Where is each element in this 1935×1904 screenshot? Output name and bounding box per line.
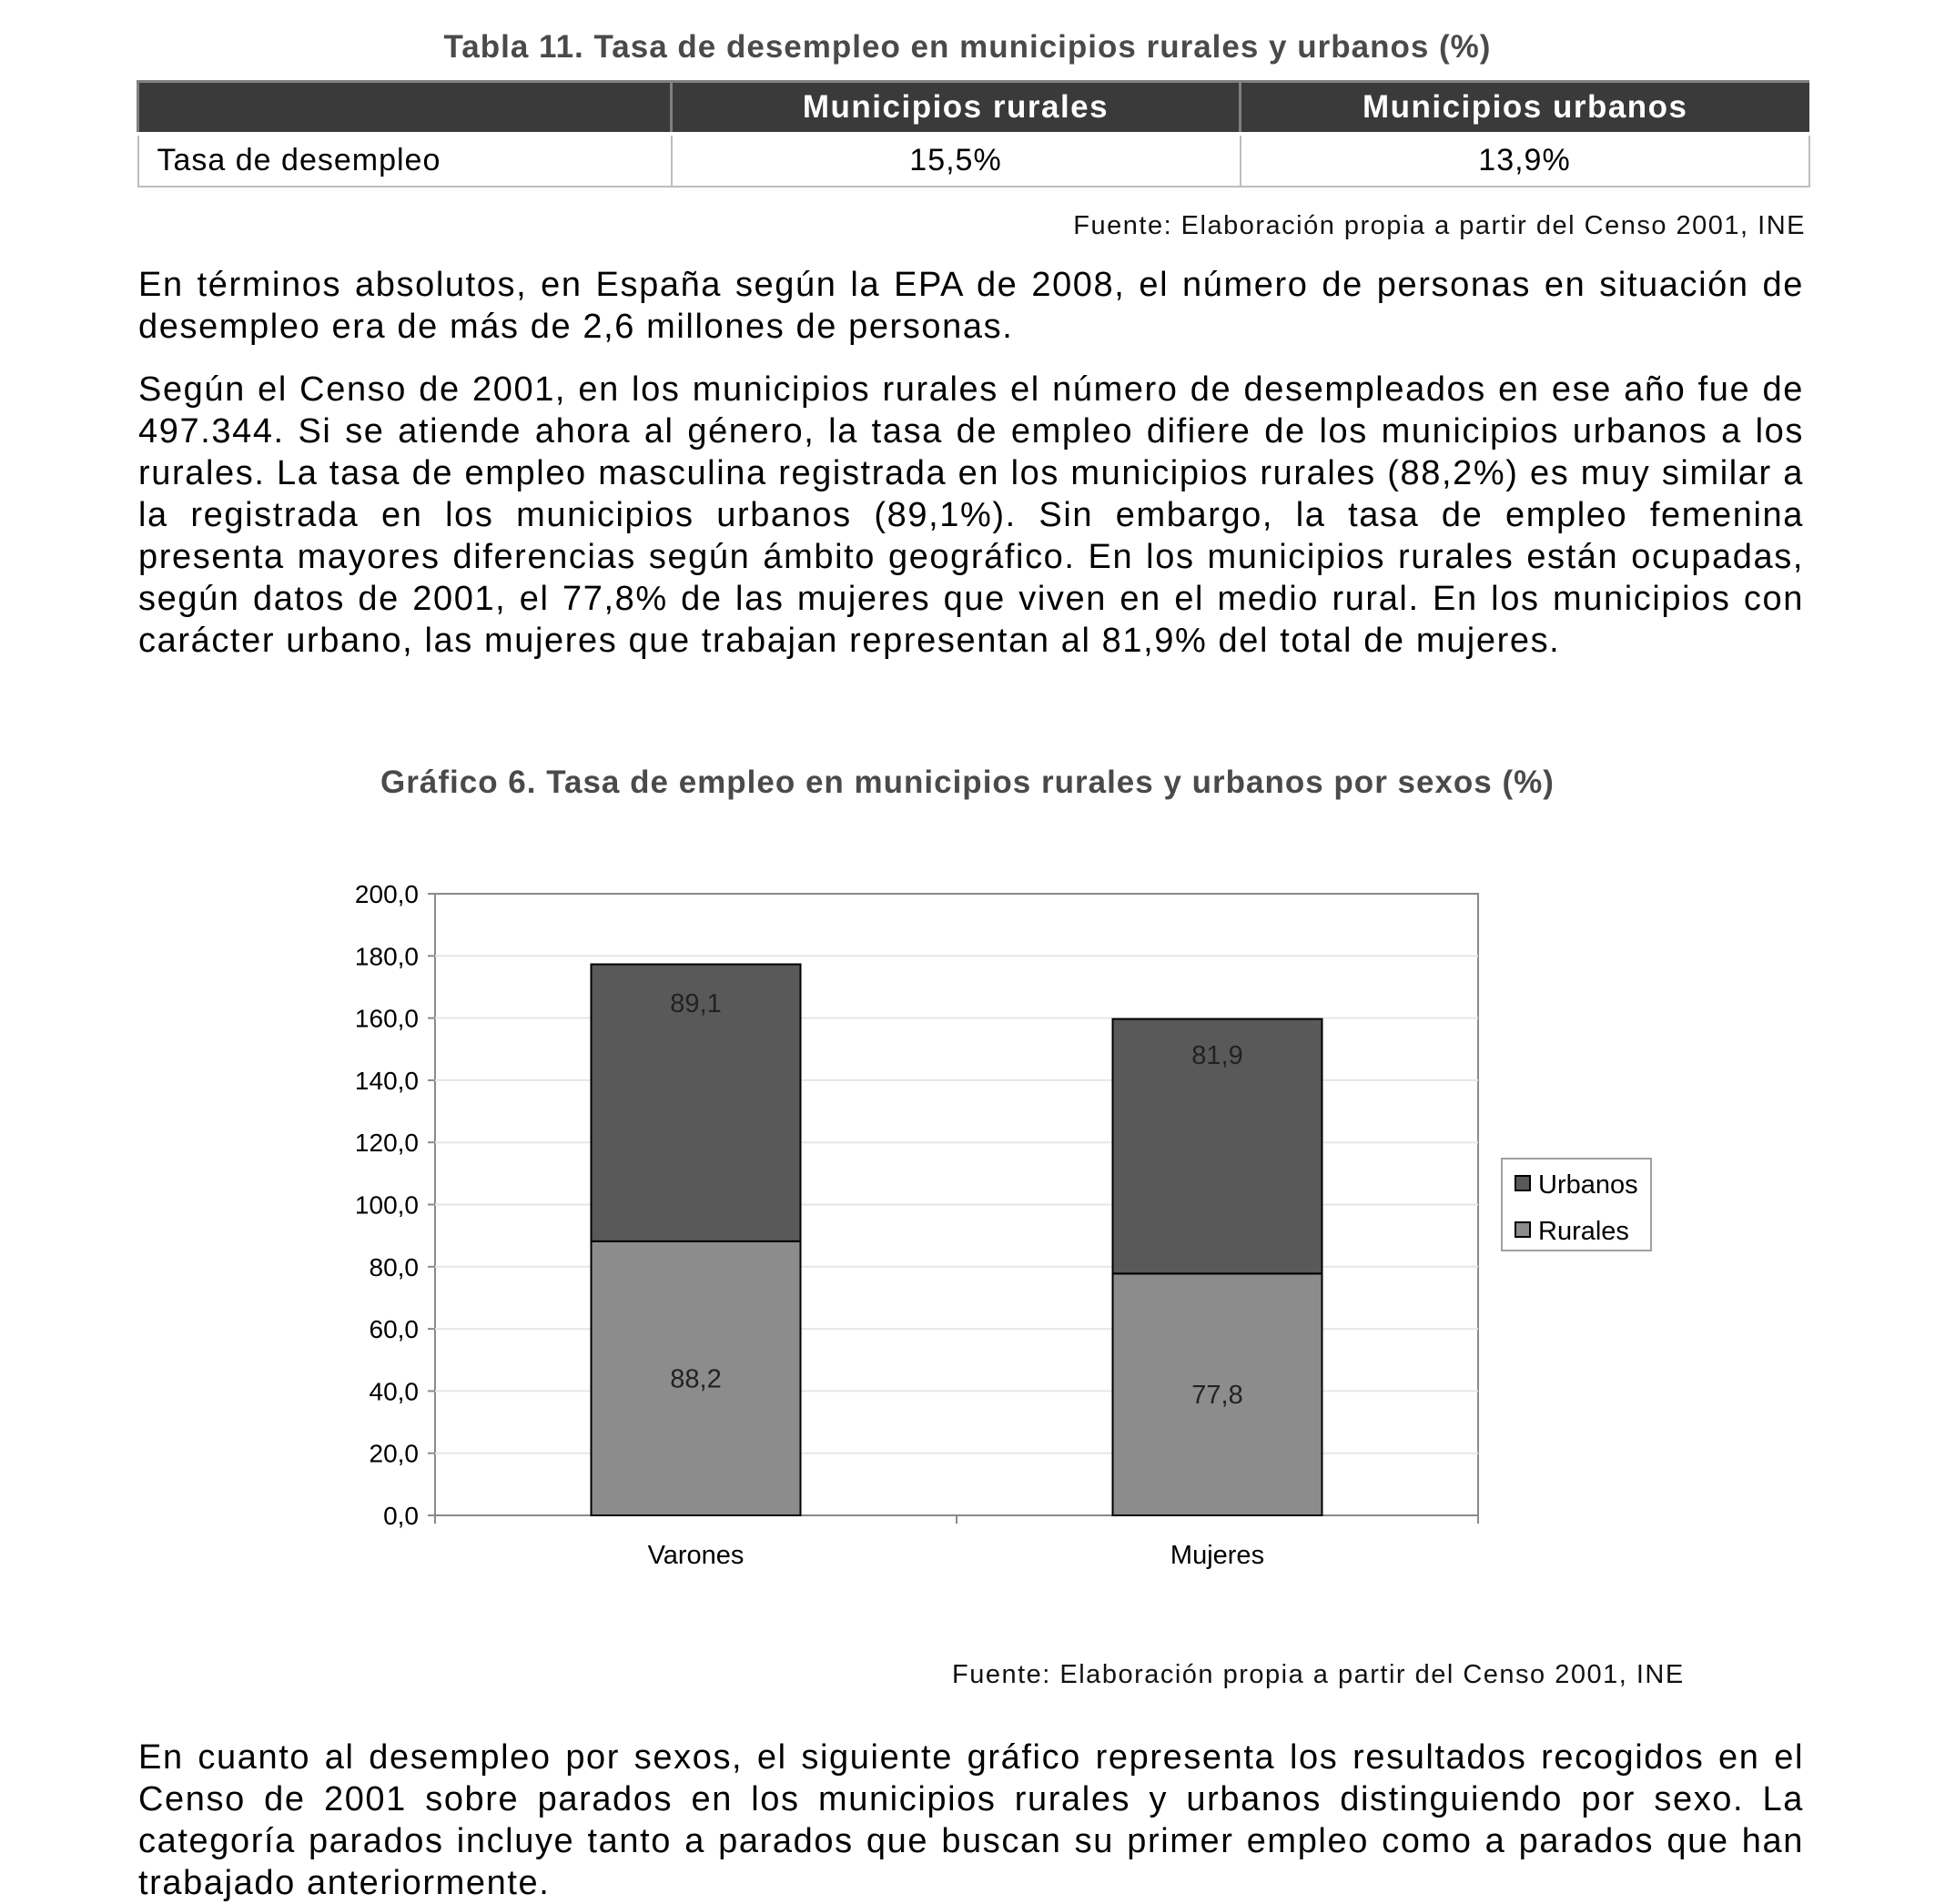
y-tick-label: 20,0 <box>369 1439 419 1468</box>
y-axis <box>355 880 435 1530</box>
y-tick-label: 0,0 <box>383 1502 419 1530</box>
y-tick-label: 200,0 <box>354 880 419 908</box>
table-cell-urban: 13,9% <box>1241 134 1809 187</box>
legend-label-rurales: Rurales <box>1538 1217 1629 1246</box>
y-tick-label: 160,0 <box>354 1004 419 1033</box>
legend-swatch-urbanos <box>1515 1176 1530 1190</box>
table-header-urban: Municipios urbanos <box>1241 82 1809 135</box>
chart-source: Fuente: Elaboración propia a partir del Censo 2001, INE <box>952 1660 1685 1689</box>
y-tick-label: 60,0 <box>369 1315 419 1344</box>
paragraph-1: En términos absolutos, en España según la EPA de 2008, el número de personas en situación de desempleo era de más de 2,6 millones de personas. <box>138 266 1804 346</box>
y-tick-label: 140,0 <box>354 1066 419 1095</box>
table-header-rural: Municipios rurales <box>672 82 1241 135</box>
data-label: 88,2 <box>670 1364 722 1394</box>
y-tick-label: 100,0 <box>354 1190 419 1220</box>
y-tick-label: 120,0 <box>354 1129 419 1158</box>
legend <box>1502 1159 1651 1251</box>
y-tick-label: 180,0 <box>354 942 419 971</box>
y-tick-label: 40,0 <box>369 1377 419 1406</box>
data-label: 81,9 <box>1191 1040 1243 1070</box>
x-category-label: Varones <box>647 1541 745 1570</box>
data-label: 89,1 <box>670 989 722 1019</box>
chart-caption: Gráfico 6. Tasa de empleo en municipios rurales y urbanos por sexos (%) <box>380 765 1555 800</box>
table-source: Fuente: Elaboración propia a partir del Censo 2001, INE <box>1073 211 1806 240</box>
x-category-label: Mujeres <box>1170 1541 1265 1570</box>
table-caption: Tabla 11. Tasa de desempleo en municipios rurales y urbanos (%) <box>443 29 1492 65</box>
data-label: 77,8 <box>1191 1381 1243 1411</box>
legend-swatch-rurales <box>1515 1222 1530 1237</box>
x-axis <box>435 1515 1478 1570</box>
table-row-label: Tasa de desempleo <box>138 134 672 187</box>
paragraph-3: En cuanto al desempleo por sexos, el siguiente gráfico representa los resultados recogidos en el Censo de 2001 sobre parados en los municipios rurales y urbanos distinguiendo por sexo. La categoría parados incluye tanto a parados que buscan su primer empleo como a parados que han trabajado anteriormente. <box>138 1738 1804 1902</box>
table-cell-rural: 15,5% <box>672 134 1241 187</box>
y-tick-label: 80,0 <box>369 1252 419 1281</box>
paragraph-2: Según el Censo de 2001, en los municipios rurales el número de desempleados en ese año fue de 497.344. Si se atiende ahora al género, la tasa de empleo difiere de los municipios urbanos a los rurales. La tasa de empleo masculina registrada en los municipios rurales (88,2%) es muy similar a la registrada en los municipios urbanos (89,1%). Sin embargo, la tasa de empleo femenina presenta mayores diferencias según ámbito geográfico. En los municipios rurales están ocupadas, según datos de 2001, el 77,8% de las mujeres que viven en el medio rural. En los municipios con carácter urbano, las mujeres que trabajan representan al 81,9% del total de mujeres. <box>138 370 1804 660</box>
legend-label-urbanos: Urbanos <box>1538 1170 1638 1200</box>
